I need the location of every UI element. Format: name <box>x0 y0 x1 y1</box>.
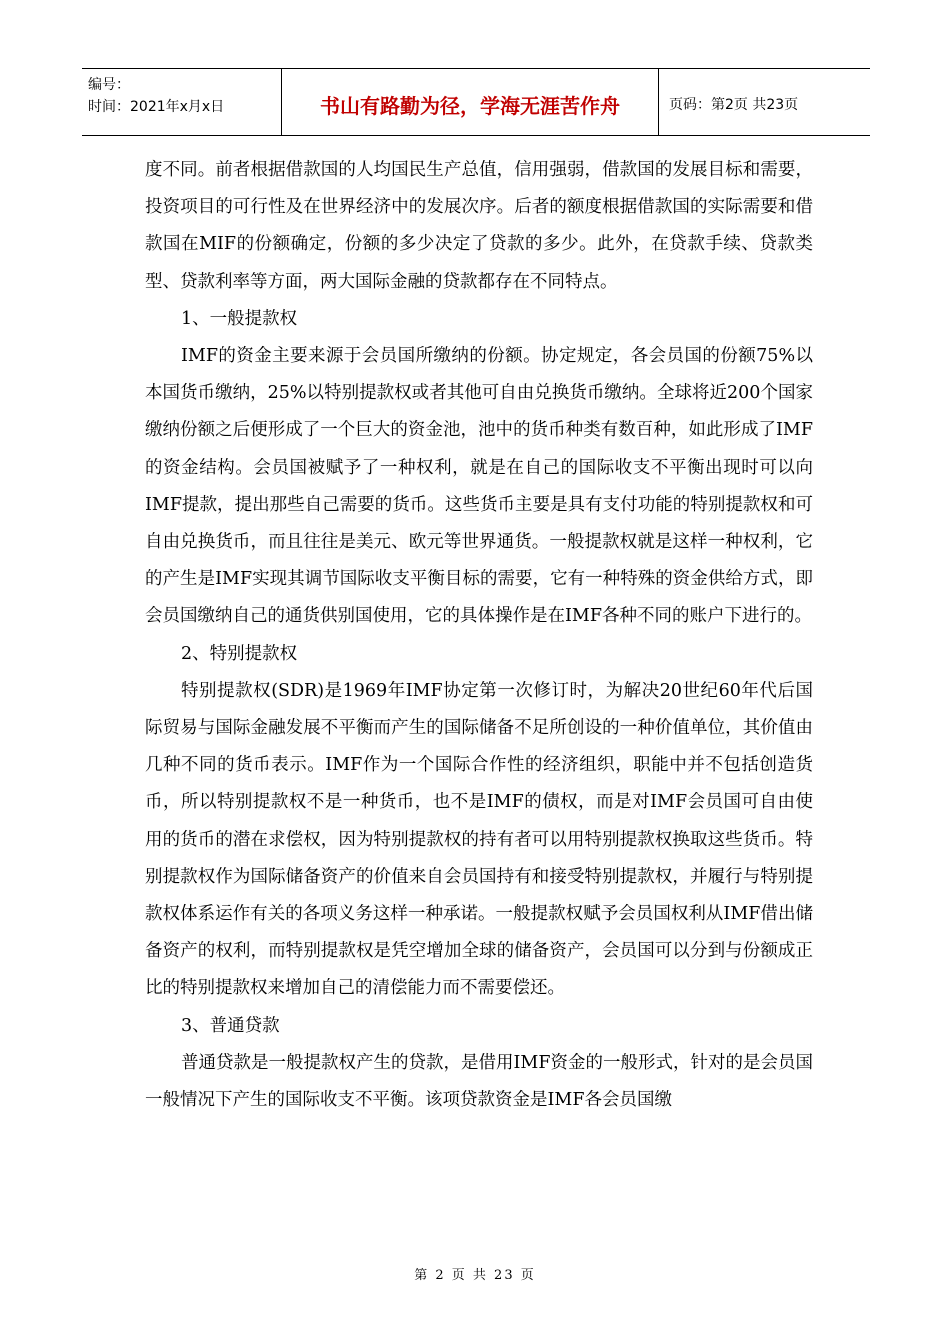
section-heading: 1、一般提款权 <box>181 308 298 329</box>
paragraph: 普通贷款是一般提款权产生的贷款，是借用IMF资金的一般形式，针对的是会员国一般情况下产生的国际收支不平衡。该项贷款资金是IMF各会员国缴 <box>145 1052 813 1111</box>
document-time-label: 时间：2021年x月x日 <box>88 99 225 115</box>
document-number-label: 编号： <box>88 77 130 93</box>
paragraph: IMF的资金主要来源于会员国所缴纳的份额。协定规定，各会员国的份额75%以本国货币缴纳，25%以特别提款权或者其他可自由兑换货币缴纳。全球将近200个国家缴纳份额之后便形成了一个巨大的资金池，池中的货币种类有数百种，如此形成了IMF的资金结构。会员国被赋予了一种权利，就是在自己的国际收支不平衡出现时可以向IMF提款，提出那些自己需要的货币。这些货币主要是具有支付功能的特别提款权和可自由兑换货币，而且往往是美元、欧元等世界通货。一般提款权就是这样一种权利，它的产生是IMF实现其调节国际收支平衡目标的需要，它有一种特殊的资金供给方式，即会员国缴纳自己的通货供别国使用，它的具体操作是在IMF各种不同的账户下进行的。 <box>145 346 813 627</box>
page-footer <box>0 1264 950 1283</box>
section-heading: 2、特别提款权 <box>181 643 298 664</box>
section-heading: 3、普通贷款 <box>181 1015 280 1036</box>
header-page-info: 页码：第2页 共23页 <box>669 97 799 113</box>
header-motto: 书山有路勤为径，学海无涯苦作舟 <box>282 69 659 135</box>
header-meta-cell <box>82 69 282 135</box>
footer-page-number: 第 2 页 共 23 页 <box>414 1268 536 1283</box>
paragraph: 特别提款权(SDR)是1969年IMF协定第一次修订时，为解决20世纪60年代后国际贸易与国际金融发展不平衡而产生的国际储备不足所创设的一种价值单位，其价值由几种不同的货币表示。IMF作为一个国际合作性的经济组织，职能中并不包括创造货币，所以特别提款权不是一种货币，也不是IMF的债权，而是对IMF会员国可自由使用的货币的潜在求偿权，因为特别提款权的持有者可以用特别提款权换取这些货币。特别提款权作为国际储备资产的价值来自会员国持有和接受特别提款权，并履行与特别提款权体系运作有关的各项义务这样一种承诺。一般提款权赋予会员国权利从IMF借出储备资产的权利，而特别提款权是凭空增加全球的储备资产，会员国可以分到与份额成正比的特别提款权来增加自己的清偿能力而不需要偿还。 <box>145 680 813 999</box>
document-body <box>145 152 813 1119</box>
paragraph: 度不同。前者根据借款国的人均国民生产总值，信用强弱，借款国的发展目标和需要，投资项目的可行性及在世界经济中的发展次序。后者的额度根据借款国的实际需要和借款国在MIF的份额确定，份额的多少决定了贷款的多少。此外，在贷款手续、贷款类型、贷款利率等方面，两大国际金融的贷款都存在不同特点。 <box>145 160 813 292</box>
page-header <box>82 68 870 136</box>
